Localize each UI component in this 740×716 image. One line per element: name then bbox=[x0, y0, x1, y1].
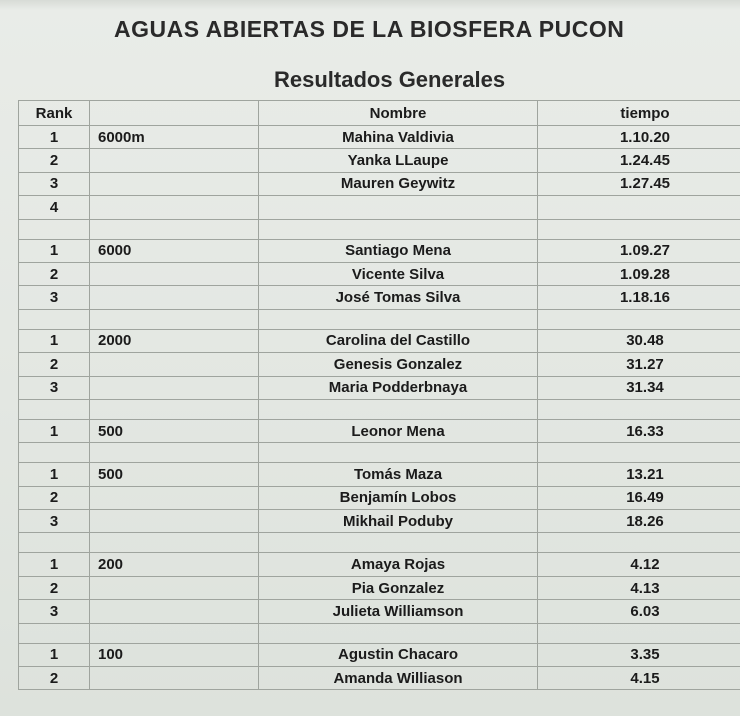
distance-cell bbox=[90, 196, 259, 219]
distance-cell: 6000m bbox=[90, 126, 259, 149]
table-header-row bbox=[19, 101, 740, 126]
name-cell: Mahina Valdivia bbox=[259, 126, 538, 149]
header-rank: Rank bbox=[19, 101, 90, 126]
distance-cell bbox=[90, 376, 259, 399]
table-row bbox=[19, 239, 740, 262]
distance-cell bbox=[90, 576, 259, 599]
time-cell: 3.35 bbox=[538, 643, 740, 666]
name-cell: Tomás Maza bbox=[259, 463, 538, 486]
empty-cell bbox=[19, 533, 90, 553]
time-cell: 16.33 bbox=[538, 419, 740, 442]
time-cell: 13.21 bbox=[538, 463, 740, 486]
name-cell: Yanka LLaupe bbox=[259, 149, 538, 172]
rank-cell: 2 bbox=[19, 262, 90, 285]
rank-cell: 1 bbox=[19, 553, 90, 576]
time-cell: 31.34 bbox=[538, 376, 740, 399]
time-cell bbox=[538, 196, 740, 219]
time-cell: 1.18.16 bbox=[538, 286, 740, 309]
group-separator-row bbox=[19, 219, 740, 239]
rank-cell: 2 bbox=[19, 353, 90, 376]
empty-cell bbox=[259, 309, 538, 329]
time-cell: 1.09.27 bbox=[538, 239, 740, 262]
page-top-edge bbox=[0, 0, 740, 10]
empty-cell bbox=[19, 623, 90, 643]
document-subtitle: Resultados Generales bbox=[274, 67, 506, 92]
name-cell: Pia Gonzalez bbox=[259, 576, 538, 599]
rank-cell: 2 bbox=[19, 576, 90, 599]
time-cell: 1.10.20 bbox=[538, 126, 740, 149]
rank-cell: 3 bbox=[19, 376, 90, 399]
rank-cell: 1 bbox=[19, 643, 90, 666]
group-separator-row bbox=[19, 443, 740, 463]
time-cell: 4.13 bbox=[538, 576, 740, 599]
rank-cell: 2 bbox=[19, 667, 90, 690]
distance-cell: 6000 bbox=[90, 239, 259, 262]
name-cell bbox=[259, 196, 538, 219]
empty-cell bbox=[19, 219, 90, 239]
results-table-body bbox=[19, 101, 740, 690]
empty-cell bbox=[90, 443, 259, 463]
distance-cell: 500 bbox=[90, 419, 259, 442]
table-row bbox=[19, 149, 740, 172]
name-cell: Amaya Rojas bbox=[259, 553, 538, 576]
time-cell: 6.03 bbox=[538, 600, 740, 623]
name-cell: Genesis Gonzalez bbox=[259, 353, 538, 376]
empty-cell bbox=[90, 533, 259, 553]
document-title: AGUAS ABIERTAS DE LA BIOSFERA PUCON bbox=[114, 16, 625, 42]
empty-cell bbox=[259, 219, 538, 239]
time-cell: 1.24.45 bbox=[538, 149, 740, 172]
table-row bbox=[19, 553, 740, 576]
empty-cell bbox=[538, 399, 740, 419]
rank-cell: 1 bbox=[19, 239, 90, 262]
distance-cell: 200 bbox=[90, 553, 259, 576]
table-row bbox=[19, 353, 740, 376]
table-row bbox=[19, 286, 740, 309]
time-cell: 18.26 bbox=[538, 510, 740, 533]
rank-cell: 2 bbox=[19, 486, 90, 509]
name-cell: Agustin Chacaro bbox=[259, 643, 538, 666]
name-cell: Vicente Silva bbox=[259, 262, 538, 285]
table-row bbox=[19, 643, 740, 666]
rank-cell: 1 bbox=[19, 419, 90, 442]
name-cell: Santiago Mena bbox=[259, 239, 538, 262]
table-row bbox=[19, 600, 740, 623]
rank-cell: 1 bbox=[19, 126, 90, 149]
distance-cell bbox=[90, 262, 259, 285]
name-cell: Benjamín Lobos bbox=[259, 486, 538, 509]
header-distance bbox=[90, 101, 259, 126]
empty-cell bbox=[90, 219, 259, 239]
name-cell: Maria Podderbnaya bbox=[259, 376, 538, 399]
name-cell: Amanda Williason bbox=[259, 667, 538, 690]
rank-cell: 3 bbox=[19, 172, 90, 195]
rank-cell: 3 bbox=[19, 510, 90, 533]
empty-cell bbox=[19, 309, 90, 329]
name-cell: Mikhail Poduby bbox=[259, 510, 538, 533]
rank-cell: 1 bbox=[19, 329, 90, 352]
empty-cell bbox=[259, 623, 538, 643]
distance-cell bbox=[90, 667, 259, 690]
table-row bbox=[19, 126, 740, 149]
empty-cell bbox=[538, 443, 740, 463]
group-separator-row bbox=[19, 399, 740, 419]
rank-cell: 4 bbox=[19, 196, 90, 219]
table-row bbox=[19, 486, 740, 509]
time-cell: 4.15 bbox=[538, 667, 740, 690]
table-row bbox=[19, 576, 740, 599]
time-cell: 4.12 bbox=[538, 553, 740, 576]
table-row bbox=[19, 376, 740, 399]
table-row bbox=[19, 419, 740, 442]
time-cell: 1.27.45 bbox=[538, 172, 740, 195]
time-cell: 31.27 bbox=[538, 353, 740, 376]
name-cell: José Tomas Silva bbox=[259, 286, 538, 309]
distance-cell: 2000 bbox=[90, 329, 259, 352]
table-row bbox=[19, 510, 740, 533]
table-row bbox=[19, 172, 740, 195]
name-cell: Leonor Mena bbox=[259, 419, 538, 442]
group-separator-row bbox=[19, 623, 740, 643]
rank-cell: 1 bbox=[19, 463, 90, 486]
table-row bbox=[19, 196, 740, 219]
empty-cell bbox=[538, 219, 740, 239]
empty-cell bbox=[90, 623, 259, 643]
distance-cell bbox=[90, 600, 259, 623]
distance-cell: 100 bbox=[90, 643, 259, 666]
rank-cell: 3 bbox=[19, 286, 90, 309]
empty-cell bbox=[538, 623, 740, 643]
empty-cell bbox=[259, 443, 538, 463]
time-cell: 1.09.28 bbox=[538, 262, 740, 285]
header-name: Nombre bbox=[259, 101, 538, 126]
empty-cell bbox=[90, 309, 259, 329]
table-row bbox=[19, 463, 740, 486]
distance-cell bbox=[90, 510, 259, 533]
group-separator-row bbox=[19, 309, 740, 329]
time-cell: 16.49 bbox=[538, 486, 740, 509]
name-cell: Julieta Williamson bbox=[259, 600, 538, 623]
empty-cell bbox=[538, 533, 740, 553]
name-cell: Carolina del Castillo bbox=[259, 329, 538, 352]
empty-cell bbox=[259, 399, 538, 419]
distance-cell bbox=[90, 353, 259, 376]
empty-cell bbox=[19, 399, 90, 419]
rank-cell: 2 bbox=[19, 149, 90, 172]
group-separator-row bbox=[19, 533, 740, 553]
empty-cell bbox=[259, 533, 538, 553]
rank-cell: 3 bbox=[19, 600, 90, 623]
distance-cell bbox=[90, 172, 259, 195]
distance-cell bbox=[90, 486, 259, 509]
results-table bbox=[18, 100, 740, 690]
distance-cell: 500 bbox=[90, 463, 259, 486]
empty-cell bbox=[19, 443, 90, 463]
header-time: tiempo bbox=[538, 101, 740, 126]
table-row bbox=[19, 262, 740, 285]
empty-cell bbox=[90, 399, 259, 419]
distance-cell bbox=[90, 149, 259, 172]
distance-cell bbox=[90, 286, 259, 309]
empty-cell bbox=[538, 309, 740, 329]
table-row bbox=[19, 667, 740, 690]
time-cell: 30.48 bbox=[538, 329, 740, 352]
name-cell: Mauren Geywitz bbox=[259, 172, 538, 195]
table-row bbox=[19, 329, 740, 352]
